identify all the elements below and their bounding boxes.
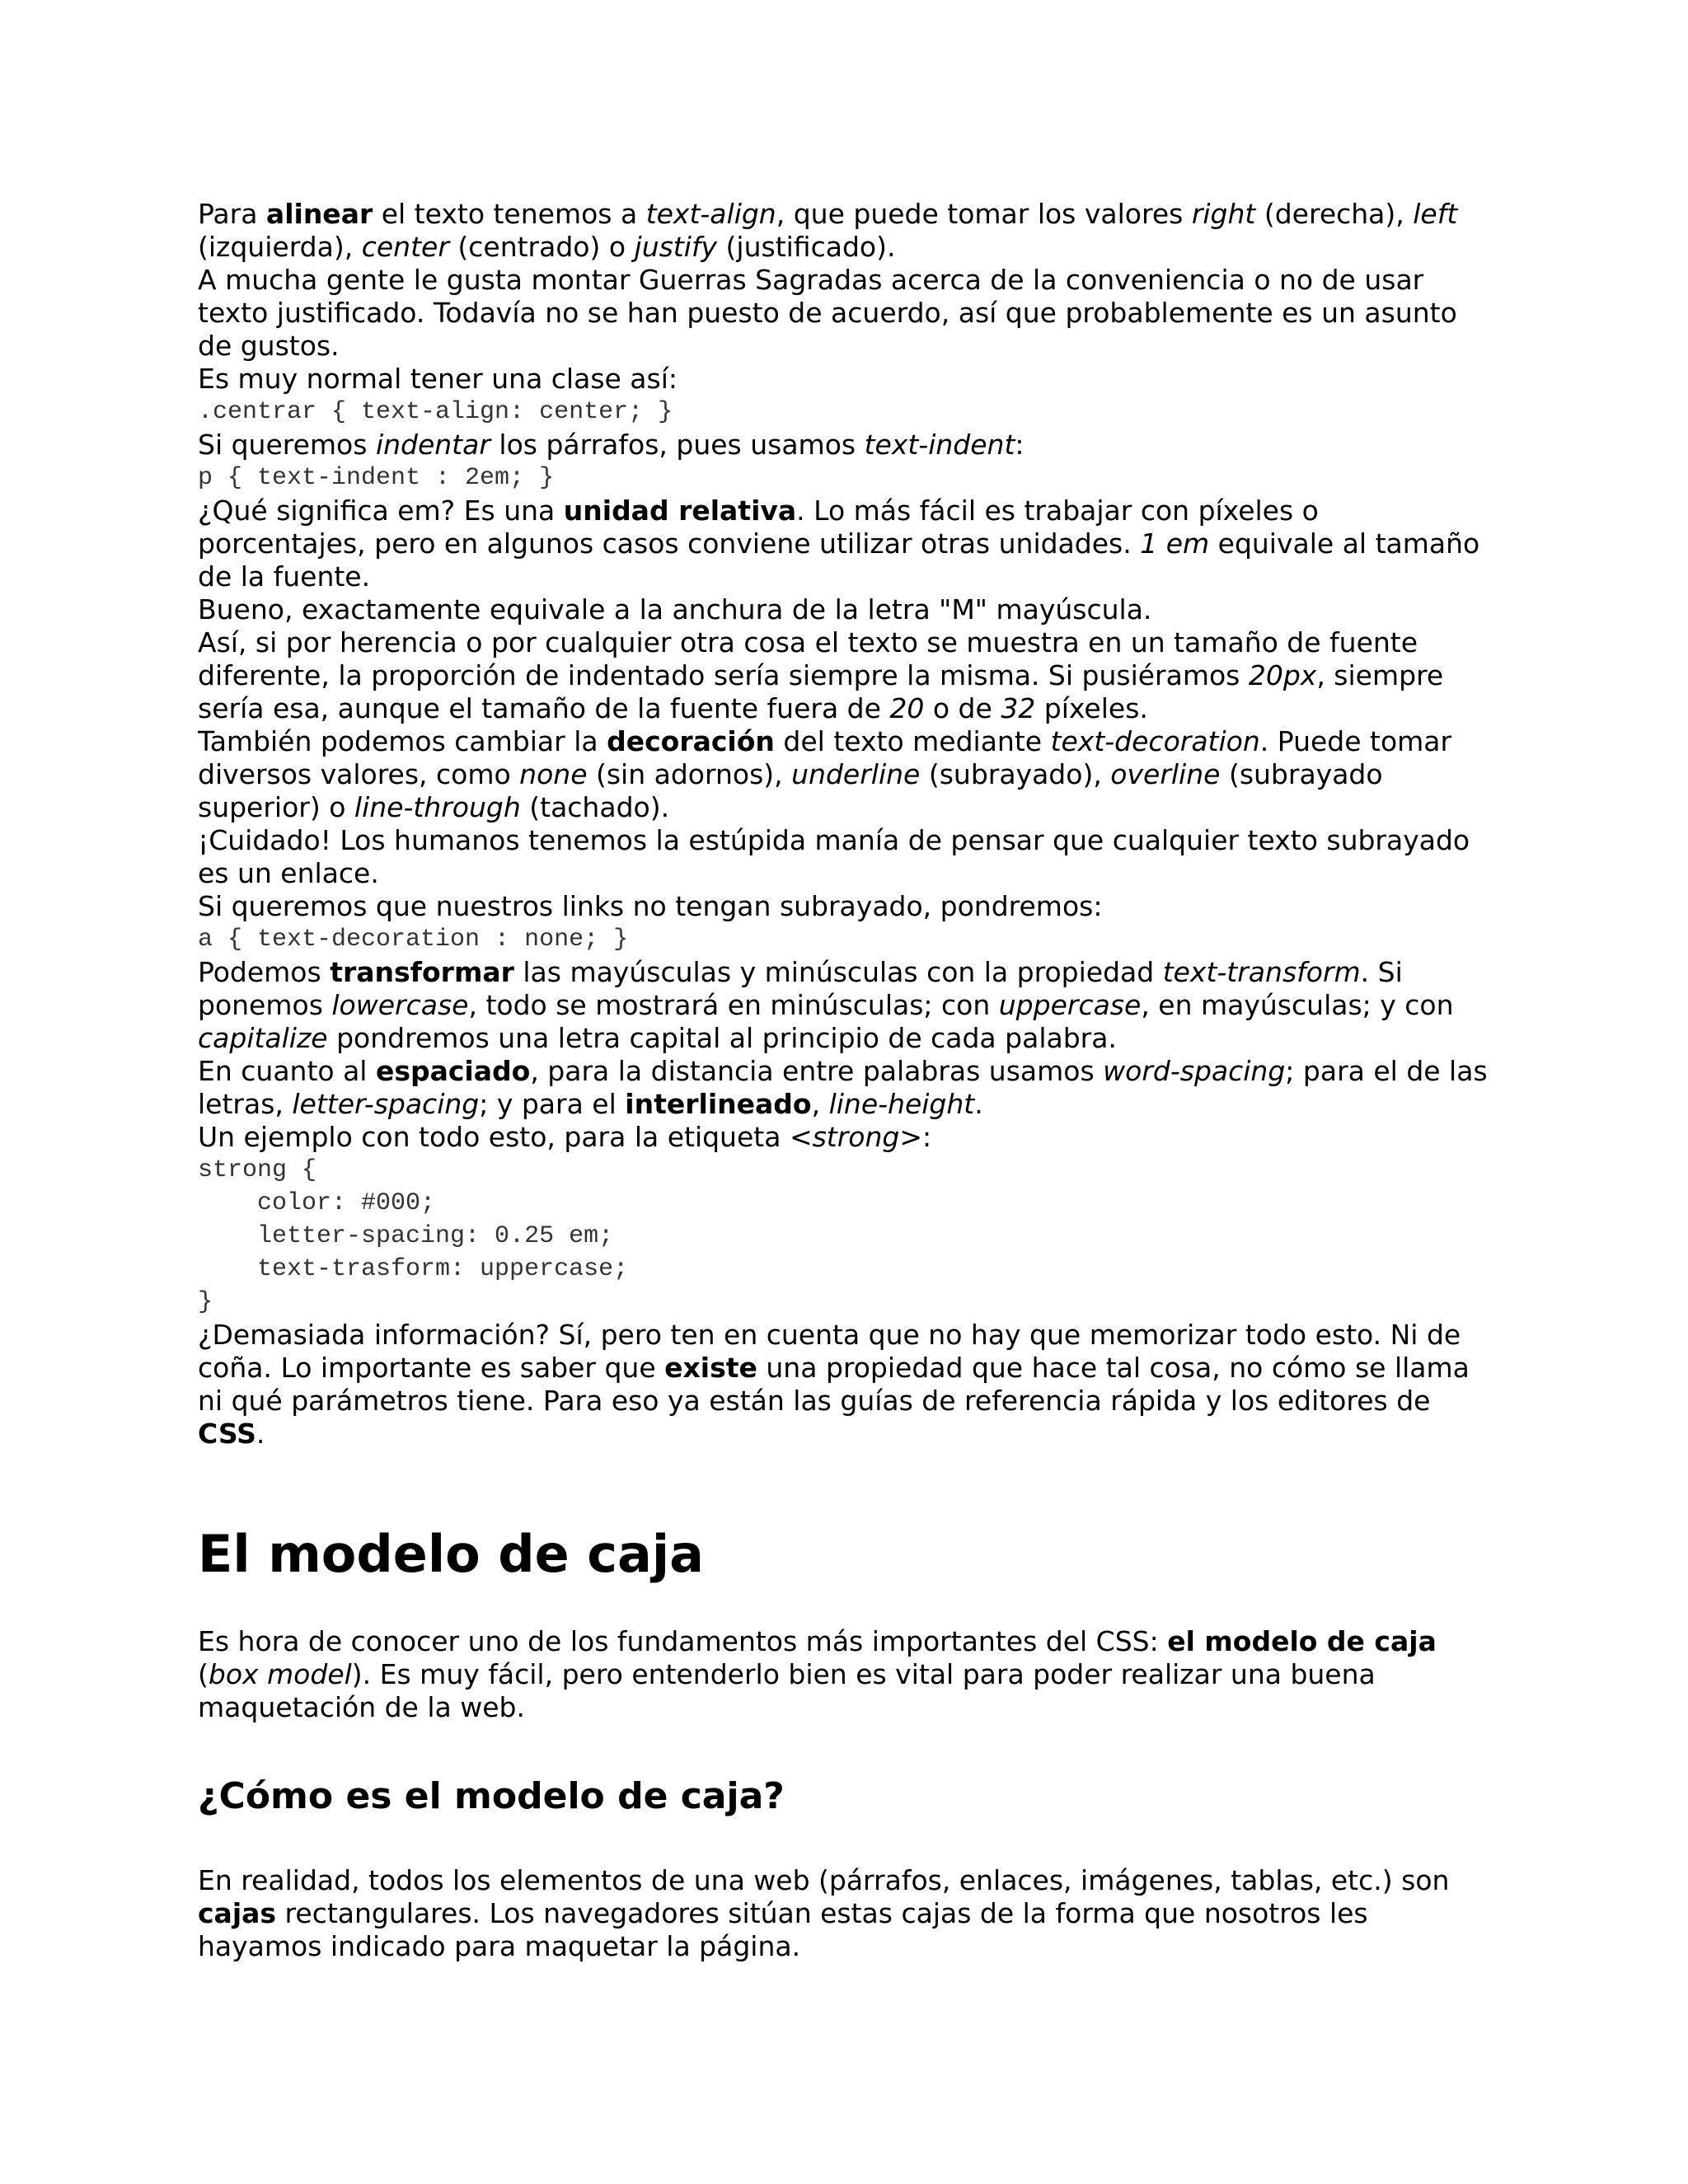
paragraph-m: Bueno, exactamente equivale a la anchura de la letra "M" mayúscula. [198,593,1152,626]
section-title: El modelo de caja [198,1524,704,1584]
paragraph-class: Es muy normal tener una clase así: [198,363,678,395]
paragraph-ejemplo: Un ejemplo con todo esto, para la etiqueta <strong>: [198,1121,932,1153]
paragraph-align: Para alinear el texto tenemos a text-align, que puede tomar los valores right (derecha), left (izquierda), center (centrado) o justify (justificado). [198,198,1458,263]
paragraph-links: Si queremos que nuestros links no tengan subrayado, pondremos: [198,890,1103,922]
paragraph-indent: Si queremos indentar los párrafos, pues usamos text-indent: [198,429,1025,461]
paragraph-cajas: En realidad, todos los elementos de una web (párrafos, enlaces, imágenes, tablas, etc.) son cajas rectangulares. Los navegadores sitúan estas cajas de la forma que nosotros les hayamos indicado para maquetar la página. [198,1864,1450,1962]
code-links: a { text-decoration : none; } [198,926,629,954]
code-strong: strong { color: #000; letter-spacing: 0.25 em; text-trasform: uppercase; } [198,1156,629,1316]
paragraph-em: ¿Qué significa em? Es una unidad relativa. Lo más fácil es trabajar con píxeles o porcentajes, pero en algunos casos conviene utilizar otras unidades. 1 em equivale al tamaño de la fuente. [198,494,1480,593]
paragraph-herencia: Así, si por herencia o por cualquier otra cosa el texto se muestra en un tamaño de fuente diferente, la proporción de indentado sería siempre la misma. Si pusiéramos 20px, siempre sería esa, aunque el tamaño de la fuente fuera de 20 o de 32 píxeles. [198,626,1444,724]
section-subtitle: ¿Cómo es el modelo de caja? [198,1775,785,1817]
paragraph-intro-box-model: Es hora de conocer uno de los fundamentos más importantes del CSS: el modelo de caja (box model). Es muy fácil, pero entenderlo bien es vital para poder realizar una buena maquetación de la web. [198,1625,1437,1723]
paragraph-decoracion: También podemos cambiar la decoración del texto mediante text-decoration. Puede tomar diversos valores, como none (sin adornos), underline (subrayado), overline (subrayado superior) o line-through (tachado). [198,725,1452,823]
paragraph-justified: A mucha gente le gusta montar Guerras Sagradas acerca de la conveniencia o no de usar texto justificado. Todavía no se han puesto de acuerdo, así que probablemente es un asunto de gustos. [198,264,1457,362]
code-centrar: .centrar { text-align: center; } [198,398,673,426]
document-page [198,198,1492,1963]
code-indent: p { text-indent : 2em; } [198,464,555,492]
paragraph-cuidado: ¡Cuidado! Los humanos tenemos la estúpida manía de pensar que cualquier texto subrayado es un enlace. [198,824,1470,889]
paragraph-demasiada: ¿Demasiada información? Sí, pero ten en cuenta que no hay que memorizar todo esto. Ni de coña. Lo importante es saber que existe una propiedad que hace tal cosa, no cómo se llama ni qué parámetros tiene. Para eso ya están las guías de referencia rápida y los editores de CSS. [198,1319,1470,1450]
paragraph-espaciado: En cuanto al espaciado, para la distancia entre palabras usamos word-spacing; para el de las letras, letter-spacing; y para el interlineado, line-height. [198,1055,1488,1120]
paragraph-transform: Podemos transformar las mayúsculas y minúsculas con la propiedad text-transform. Si ponemos lowercase, todo se mostrará en minúsculas; con uppercase, en mayúsculas; y con capitalize pondremos una letra capital al principio de cada palabra. [198,956,1454,1054]
